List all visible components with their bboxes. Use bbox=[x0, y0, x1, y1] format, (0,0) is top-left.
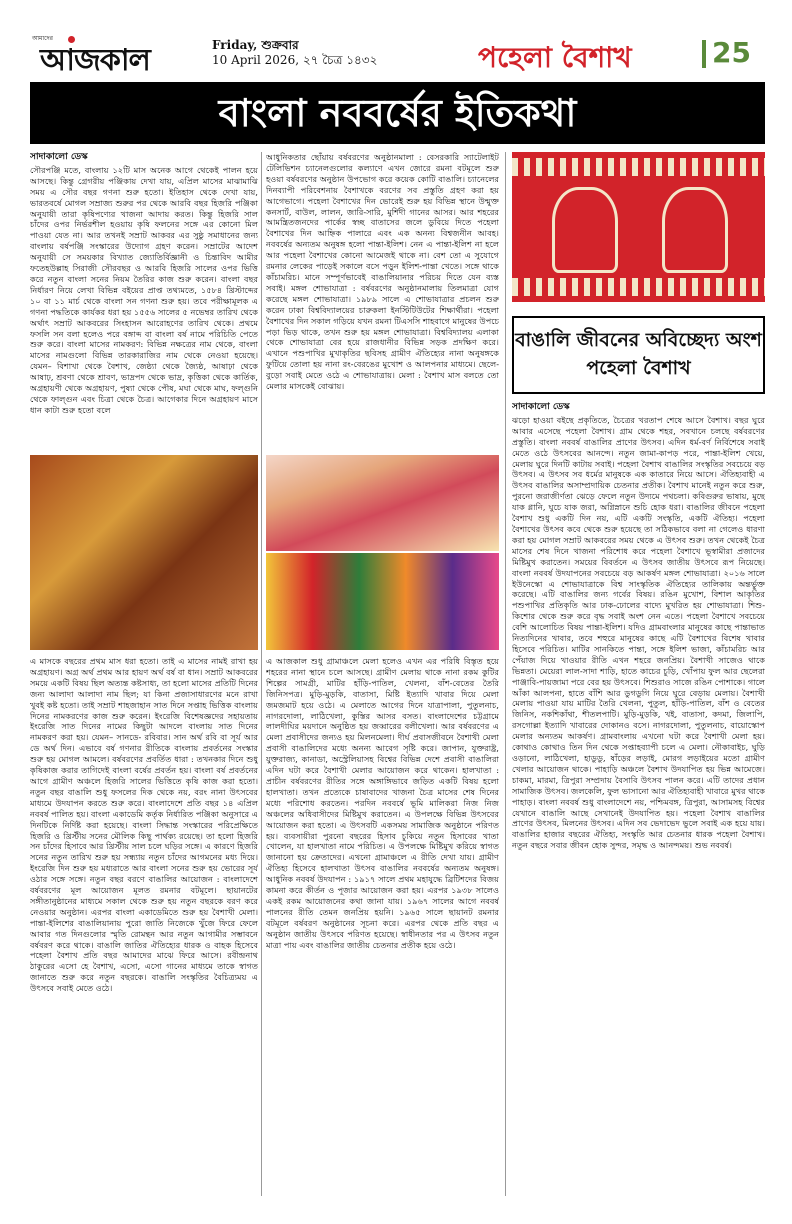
main-headline: বাংলা নববর্ষের ইতিকথা bbox=[218, 91, 577, 135]
festival-girl-image bbox=[266, 455, 499, 551]
article1-col1-bottom-text: এ মাসকে বছরের প্রথম মাস ধরা হতো। তাই এ মাসের নামই রাখা হয় অগ্রহায়ণ। অগ্র অর্থ প্রথম আর হায়ণ অর্থ বর্ষ বা ধান। সম্রাট আকবরের সময়ে একটি বিষয় ছিল অত্যন্ত কষ্টসাধ্য, তা হলো মাসের প্রতিটি দিনের জন্য আলাদা আলাদা নাম ছিল; যা কিনা প্রজাসাধারণের মনে রাখা খুবই কষ্ট হতো। তাই সম্রাট শাহজাহান সাত দিনে সপ্তাহ ভিত্তিক বাংলায় দিনের নামকরণের কাজ শুরু করেন। ইংরেজি বিশেষজ্ঞদের সহায়তায় ইংরেজি সাত দিনের নামের কিছুটা আদলে বাংলায় সাত দিনের নামকরণ করা হয়। যেমন– সানডে- রবিবার। সান অর্থ রবি বা সূর্য আর ডে অর্থ দিন। এভাবে বর্ষ গণনার রীতিকে বাংলায় প্রবর্তনের সংস্কার শুরু হয় মোগল আমলে। বর্ষবরণের প্রবর্তিত ধারা : তখনকার দিনে শুধু কৃষিকাজ করার তাগিদেই বাংলা বর্ষের প্রবর্তন হয়। বাংলা বর্ষ প্রবর্তনের আগে গ্রামীণ অঞ্চলে হিজরি সালের ভিত্তিতে কৃষি কাজ করা হতো। নতুন বছর বাঙালি শুধু ফসলের দিক থেকে নয়, বরং নানা উৎসবের মাধ্যমে উদযাপন করতে শুরু করে। বাংলাদেশে প্রতি বছর ১৪ এপ্রিল নববর্ষ পালিত হয়। বাংলা একাডেমি কর্তৃক নির্ধারিত পঞ্জিকা অনুসারে এ দিনটিকে নির্দিষ্ট করা হয়েছে। বাংলা সিদ্ধান্ত সংস্কারের পরিপ্রেক্ষিতে হিজরি ও খ্রিস্টীয় সনের মৌলিক কিছু পার্থক্য রয়েছে। তা হলো হিজরি সন চাঁদের হিসাবে আর খ্রিস্টীয় সাল চলে ঘড়ির সঙ্গে। এ কারণে হিজরি সনের নতুন তারিখ শুরু হয় সন্ধ্যায় নতুন চাঁদের আগমনের মধ্য দিয়ে। ইংরেজি দিন শুরু হয় মধ্যরাতে আর বাংলা সনের শুরু হয় ভোরের সূর্য ওঠার সঙ্গে সঙ্গে। নতুন বছর বরণে বাঙালির আয়োজন : বাংলাদেশে বর্ষবরণের মূল আয়োজন মূলত রমনার বটমূলে। ছায়ানটের সঙ্গীতানুষ্ঠানের মাধ্যমে সকাল থেকে শুরু হয় নতুন বছরকে বরণ করে নেওয়ার অনুষ্ঠান। এরপর বাংলা একাডেমিতে শুরু হয় বৈশাখী মেলা। পান্তা-ইলিশের বাঙালিয়ানায় পুরো জাতি নিজেকে খুঁজে ফিরে ফেলে আবার গত দিনগুলোর স্মৃতি রোমন্থন আর নতুন আগামীর সম্ভাবনে বর্ষবরণ করে থাকে। বাঙালি জাতির ঐতিহ্যের ধারক ও বাহক হিসেবে পহেলা বৈশাখ প্রতি বছর আমাদের মাঝে ফিরে আসে। রবীন্দ্রনাথ ঠাকুরের এসো হে বৈশাখ, এসো, এসো গানের মাধ্যমে তাকে স্বাগত জানাতে শুরু করে নতুন বছরকে। বাঙালি সংস্কৃতির বৈচিত্র্যময় এ উৎসবে সবাই মেতে ওঠে। bbox=[30, 656, 258, 994]
date-block bbox=[212, 38, 377, 68]
article2-headline: বাঙালি জীবনের অবিচ্ছেদ্য অংশ পহেলা বৈশাখ bbox=[512, 316, 765, 394]
article1-column2-top bbox=[266, 152, 499, 452]
art-border-bottom bbox=[512, 278, 765, 296]
logo-dot-icon bbox=[68, 36, 75, 43]
article2-byline: সাদাকালো ডেস্ক bbox=[512, 402, 570, 412]
mughal-painting-image bbox=[30, 455, 258, 650]
article2-body bbox=[512, 402, 765, 1196]
article1-col2-text: আধুনিকতার ছোঁয়ায় বর্ষবরণের অনুষ্ঠানমালা : বেসরকারি স্যাটেলাইট টেলিভিশন চ্যানেলগুলোর কল্যাণে এখন জোরে রমনা বটমূলে শুরু হওয়া বর্ষবরণের অনুষ্ঠান উপভোগ করে কয়েক কোটি বাঙালি। চ্যানেলের দিনব্যাপী পরিবেশনায় বৈশাখকে বরণের সব প্রস্তুতি গ্রহণ করা হয় আগেভাগে। পহেলা বৈশাখের দিন ভোরেই শুরু হয় বিভিন্ন স্থানে উন্মুক্ত কনসার্ট, বাউল, লালন, জারি-সারি, মুর্শিদী গানের আসর। আর শহরের আমন্ত্রিতজনদের পার্কের স্বচ্ছ বাতাসের জলে ডুবিয়ে দিতে পহেলা বৈশাখের দিন আহ্নিক পালারে এবং এক অনন্য বিশ্বজনীন আবহ। নববর্ষের অন্যতম অনুষঙ্গ হলো পান্তা-ইলিশ। নেন এ পান্তা-ইলিশ না হলে আর পহেলা বৈশাখের কোনো আমেজই থাকে না। বেশ তো এ সুযোগে রমনার লেকের পাড়েই সকালে বসে পড়ুন ইলিশ-পান্তা খেতে। সঙ্গে থাকে কাঁচামরিচ। মানে সম্পূর্ণভাবেই বাঙালিয়ানার পরিচয় দিতে যেন ব্যস্ত সবাই। মঙ্গল শোভাযাত্রা : বর্ষবরণের অনুষ্ঠানমালায় তিলমাত্রা যোগ করেছে মঙ্গল শোভাযাত্রা। ১৯৮৯ সালে এ শোভাযাত্রার প্রচলন শুরু করেন ঢাকা বিশ্ববিদ্যালয়ের চারুকলা ইনস্টিটিউটের শিক্ষার্থীরা। পহেলা বৈশাখের দিন সকাল গড়িয়ে যখন রমনা টিএসসি শাহবাগে মানুষের উপচে পড়া ভিড় থাকে, তখন শুরু হয় মঙ্গল শোভাযাত্রা। বিশ্ববিদ্যালয় এলাকা থেকে শোভাযাত্রা বের হয়ে রাজধানীর বিভিন্ন সড়ক প্রদক্ষিণ করে। এখানে পশুপাখির মুখাকৃতির ছবিসহ গ্রামীণ ঐতিহ্যের নানা অনুষঙ্গকে ফুটিয়ে তোলা হয় নানা রং-বেরঙের মুখোশ ও আলপনার মাধ্যমে। ছেলে-বুড়ো সবাই মেতে ওঠে এ শোভাযাত্রায়। মেলা : বৈশাখ মাস বলতে তো মেলার মাসকেই বোঝায়। bbox=[266, 152, 499, 392]
column-divider bbox=[261, 152, 262, 1196]
article1-byline: সাদাকালো ডেস্ক bbox=[30, 152, 88, 162]
newspaper-logo[interactable]: আজকাল bbox=[40, 43, 150, 78]
article1-column2-bottom bbox=[266, 656, 499, 1196]
art-figure-left bbox=[552, 187, 618, 273]
section-title: পহেলা বৈশাখ bbox=[478, 41, 632, 74]
folk-art-image bbox=[512, 152, 765, 302]
article1-col2-bottom-text: এ আজকাল শুধু গ্রামাঞ্চলে মেলা হলেও এখন এর পরিধি বিস্তৃত হয়ে শহরের নানা স্থানে চলে আসছে। গ্রামীণ মেলায় থাকে নানা রকম কুটির শিল্পের সামগ্রী, মাটির হাঁড়ি-পাতিল, খেলনা, বাঁশ-বেতের তৈরি জিনিসপত্র। মুড়ি-মুড়কি, বাতাসা, মিষ্টি ইত্যাদি খাবার দিয়ে মেলা জমজমাট হয়ে ওঠে। এ মেলাতে আগের দিনে যাত্রাপালা, পুতুলনাচ, নাগরদোলা, লাঠিখেলা, কুস্তির আসর বসত। বাংলাদেশের চট্টগ্রামে লালদীঘির ময়দানে অনুষ্ঠিত হয় জব্বারের বলীখেলা। আর বর্ষবরণের এ মেলা প্রবাসীদের জন্যও হয় মিলনমেলা। দীর্ঘ প্রবাসজীবনে বৈশাখী মেলা প্রবাসী বাঙালিদের মধ্যে অনন্য আবেগ সৃষ্টি করে। জাপান, যুক্তরাষ্ট্র, যুক্তরাজ্য, কানাডা, অস্ট্রেলিয়াসহ বিশ্বের বিভিন্ন দেশে প্রবাসী বাঙালিরা এদিন ঘটা করে বৈশাখী মেলার আয়োজন করে থাকেন। হালখাতা : প্রাচীন বর্ষবরণের রীতির সঙ্গে অঙ্গাঙ্গিভাবে জড়িত একটি বিষয় হলো হালখাতা। তখন প্রত্যেকে চাষাবাদের খাজনা চৈত্র মাসের শেষ দিনের মধ্যে পরিশোধ করতেন। পরদিন নববর্ষে ভূমি মালিকরা নিজ নিজ অঞ্চলের অধিবাসীদের মিষ্টিমুখ করাতেন। এ উপলক্ষে বিভিন্ন উৎসবের আয়োজন করা হতো। এ উৎসবটি একসময় সামাজিক অনুষ্ঠানে পরিণত হয়। ব্যবসায়ীরা পুরনো বছরের হিসাব চুকিয়ে নতুন হিসাবের খাতা খোলেন, যা হালখাতা নামে পরিচিত। এ উপলক্ষে মিষ্টিমুখ করিয়ে স্বাগত জানানো হয় ক্রেতাদের। এখনো গ্রামাঞ্চলে এ রীতি দেখা যায়। গ্রামীণ ঐতিহ্য হিসেবে হালখাতা উৎসব বাঙালির নববর্ষের অন্যতম অনুষঙ্গ। আধুনিক নববর্ষ উদযাপন : ১৯১৭ সালে প্রথম মহাযুদ্ধে ব্রিটিশদের বিজয় কামনা করে কীর্তন ও পূজার আয়োজন করা হয়। এরপর ১৯৩৮ সালেও একই রকম আয়োজনের কথা জানা যায়। ১৯৬৭ সালের আগে নববর্ষ পালনের রীতি তেমন জনপ্রিয় হয়নি। ১৯৬৫ সালে ছায়ানট রমনার বটমূলে বর্ষবরণ অনুষ্ঠানের সূচনা করে। এরপর থেকে প্রতি বছর এ অনুষ্ঠান জাতীয় উৎসবে পরিণত হয়েছে। স্বাধীনতার পর এ উৎসব নতুন মাত্রা পায় এবং বাঙালির জাতীয় চেতনার প্রতীক হয়ে ওঠে। bbox=[266, 656, 499, 950]
separator-bar bbox=[702, 40, 706, 68]
art-figure-right bbox=[662, 187, 728, 273]
column-divider bbox=[505, 152, 506, 1196]
date-full: 10 April 2026, ২৭ চৈত্র ১৪৩২ bbox=[212, 53, 378, 67]
festival-masks-image bbox=[266, 553, 499, 650]
logo-subtitle: আমাদের bbox=[32, 35, 53, 42]
article1-column1-bottom bbox=[30, 656, 258, 1196]
article2-text: ঝড়ো হাওয়া বইছে প্রকৃতিতে, চৈত্রের খরতাপ শেষে আসে বৈশাখ। বছর ঘুরে আবার এসেছে পহেলা বৈশাখ। গ্রাম থেকে শহর, সবখানে চলছে বর্ষবরণের প্রস্তুতি। বাংলা নববর্ষ বাঙালির প্রাণের উৎসব। এদিন ধর্ম-বর্ণ নির্বিশেষে সবাই মেতে ওঠে উৎসবের আনন্দে। নতুন জামা-কাপড় পরে, পান্তা-ইলিশ খেয়ে, মেলায় ঘুরে দিনটি কাটায় সবাই। পহেলা বৈশাখ বাঙালির সংস্কৃতির সবচেয়ে বড় উৎসব। এ উৎসব সব ধর্মের মানুষকে এক কাতারে নিয়ে আসে। ঐতিহ্যবাহী এ উৎসব বাঙালির অসাম্প্রদায়িক চেতনার প্রতীক। বৈশাখ মানেই নতুন করে শুরু, পুরনো জরাজীর্ণতা ঝেড়ে ফেলে নতুন উদ্যমে পথচলা। কবিগুরুর ভাষায়, মুছে যাক গ্লানি, ঘুচে যাক জরা, অগ্নিস্নানে শুচি হোক ধরা। বাঙালির জীবনে পহেলা বৈশাখ শুধু একটি দিন নয়, এটি একটি সংস্কৃতি, একটি ঐতিহ্য। পহেলা বৈশাখের উৎসব কবে থেকে শুরু হয়েছে তা সঠিকভাবে বলা না গেলেও ধারণা করা হয় মোগল সম্রাট আকবরের সময় থেকে এ উৎসব শুরু। তখন থেকেই চৈত্র মাসের শেষ দিনে খাজনা পরিশোধ করে পহেলা বৈশাখে ভূস্বামীরা প্রজাদের মিষ্টিমুখ করাতেন। সময়ের বিবর্তনে এ উৎসব জাতীয় উৎসবে রূপ নিয়েছে। বাংলা নববর্ষ উদযাপনের সবচেয়ে বড় আকর্ষণ মঙ্গল শোভাযাত্রা। ২০১৬ সালে ইউনেস্কো এ শোভাযাত্রাকে বিশ্ব সাংস্কৃতিক ঐতিহ্যের তালিকায় অন্তর্ভুক্ত করেছে। এটি বাঙালির জন্য গর্বের বিষয়। রঙিন মুখোশ, বিশাল আকৃতির পশুপাখির প্রতিকৃতি আর ঢাক-ঢোলের বাদ্যে মুখরিত হয় শোভাযাত্রা। শিশু-কিশোর থেকে শুরু করে বৃদ্ধ সবাই অংশ নেন এতে। পহেলা বৈশাখে সবচেয়ে বেশি আলোচিত বিষয় পান্তা-ইলিশ। যদিও গ্রামবাংলার মানুষের কাছে পান্তাভাত নিত্যদিনের খাবার, তবে শহুরে মানুষের কাছে এটি বৈশাখের বিশেষ খাবার হিসেবে পরিচিত। মাটির সানকিতে পান্তা, সঙ্গে ইলিশ ভাজা, কাঁচামরিচ আর পেঁয়াজ দিয়ে খাওয়ার রীতি এখন শহরে জনপ্রিয়। বৈশাখী সাজেও থাকে ভিন্নতা। মেয়েরা লাল-সাদা শাড়ি, হাতে কাচের চুড়ি, খোঁপায় ফুল আর ছেলেরা পাঞ্জাবি-পায়জামা পরে বের হয় উৎসবে। শিশুরাও সাজে রঙিন পোশাকে। গালে আঁকা আলপনা, হাতে বাঁশি আর ডুগডুগি নিয়ে ঘুরে বেড়ায় মেলায়। বৈশাখী মেলায় পাওয়া যায় মাটির তৈরি খেলনা, পুতুল, হাঁড়ি-পাতিল, বাঁশ ও বেতের জিনিস, নকশিকাঁথা, শীতলপাটি। মুড়ি-মুড়কি, খই, বাতাসা, কদমা, জিলাপি, রসগোল্লা ইত্যাদি খাবারের দোকানও বসে। নাগরদোলা, পুতুলনাচ, বায়োস্কোপ মেলার অন্যতম আকর্ষণ। গ্রামবাংলায় এখনো ঘটা করে বৈশাখী মেলা হয়। কোথাও কোথাও তিন দিন থেকে সপ্তাহব্যাপী চলে এ মেলা। নৌকাবাইচ, ঘুড়ি ওড়ানো, লাঠিখেলা, হাডুডু, ষাঁড়ের লড়াই, মোরগ লড়াইয়ের মতো গ্রামীণ খেলার আয়োজন থাকে। পাহাড়ি অঞ্চলে বৈশাখ উদযাপিত হয় ভিন্ন আমেজে। চাকমা, মারমা, ত্রিপুরা সম্প্রদায় বৈসাবি উৎসব পালন করে। এটি তাদের প্রধান সামাজিক উৎসব। জলকেলি, ফুল ভাসানো আর ঐতিহ্যবাহী খাবারে মুখর থাকে পাহাড়। বাংলা নববর্ষ শুধু বাংলাদেশে নয়, পশ্চিমবঙ্গ, ত্রিপুরা, আসামসহ বিশ্বের যেখানে বাঙালি আছে সেখানেই উদযাপিত হয়। পহেলা বৈশাখ বাঙালির প্রাণের উৎসব, মিলনের উৎসব। এদিন সব ভেদাভেদ ভুলে সবাই এক হয়ে যায়। বাঙালির হাজার বছরের ঐতিহ্য, সংস্কৃতি আর চেতনার ধারক পহেলা বৈশাখ। নতুন বছরে সবার জীবন হোক সুন্দর, সমৃদ্ধ ও আনন্দময়। শুভ নববর্ষ। bbox=[512, 414, 765, 851]
date-day: Friday, শুক্রবার bbox=[212, 38, 299, 52]
page-number: 25 bbox=[712, 36, 751, 69]
article1-column1-top bbox=[30, 152, 258, 452]
article1-col1-text: সৌরপঞ্জি মতে, বাংলায় ১২টি মাস অনেক আগে থেকেই পালন হয়ে আসছে। কিন্তু গ্রেগরীয় পঞ্জিকায় দেখা যায়, এপ্রিল মাসের মাঝামাঝি সময় এ সৌর বছর গণনা শুরু হতো। ইতিহাস থেকে দেখা যায়, ভারতবর্ষে মোগল সম্রাজ্য শুরুর পর থেকে আরবি বছর হিজরি পঞ্জিকা অনুযায়ী তারা কৃষিপণ্যের খাজনা আদায় করত। কিন্তু হিজরি সাল চাঁদের ওপর নির্ভরশীল হওয়ায় কৃষি ফলনের সঙ্গে এর কোনো মিল পাওয়া যেত না। আর তখনই সম্রাট আকবর এর সুষ্ঠু সমাধানের জন্য বাংলায় বর্ষপঞ্জি সংস্কারের উদ্যোগ গ্রহণ করেন। সম্রাটের আদেশ অনুযায়ী সে সময়কার বিখ্যাত জ্যোতির্বিজ্ঞানী ও চিন্তাবিদ আমীর ফতেহউল্লাহ সিরাজী সৌরবছর ও আরবি হিজরি সালের ওপর ভিত্তি করে নতুন বাংলা সনের নিয়ম তৈরির কাজ শুরু করেন। বাংলা বছর নির্ধারণ নিয়ে লেখা বিভিন্ন বইয়ের প্রাপ্ত তথ্যমতে, ১৫৮৪ খ্রিস্টাব্দের ১০ বা ১১ মার্চ থেকে বাংলা সন গণনা শুরু হয়। তবে পরীক্ষামূলক এ গণনা পদ্ধতিকে কার্যকর ধরা হয় ১৫৫৬ সালের ৫ নভেম্বর তারিখ থেকে অর্থাৎ সম্রাট আকবরের সিংহাসন আরোহণের তারিখ থেকে। প্রথমে ফসলি সন বলা হলেও পরে বঙ্গাব্দ বা বাংলা বর্ষ নামে পরিচিতি পেতে শুরু করে। বাংলা মাসের নামকরণ: বিভিন্ন নক্ষত্রের নাম থেকে, বাংলা মাসের নামগুলো বিভিন্ন তারকারাজির নাম থেকে নেওয়া হয়েছে। যেমন– বিশাখা থেকে বৈশাখ, জেষ্ঠ্যা থেকে জ্যৈষ্ঠ, আষাঢ়া থেকে আষাঢ়, শ্রবণা থেকে শ্রাবণ, ভাদ্রপদ থেকে ভাদ্র, কৃত্তিকা থেকে কার্তিক, অগ্রহায়ণী থেকে অগ্রহায়ণ, পুষ্যা থেকে পৌষ, মঘা থেকে মাঘ, ফল্গুনি থেকে ফাল্গুন এবং চিত্রা থেকে চৈত্র। আগেকার দিনে অগ্রহায়ণ মাসে ধান কাটা শুরু হতো বলে bbox=[30, 164, 258, 415]
art-border-top bbox=[512, 158, 765, 176]
